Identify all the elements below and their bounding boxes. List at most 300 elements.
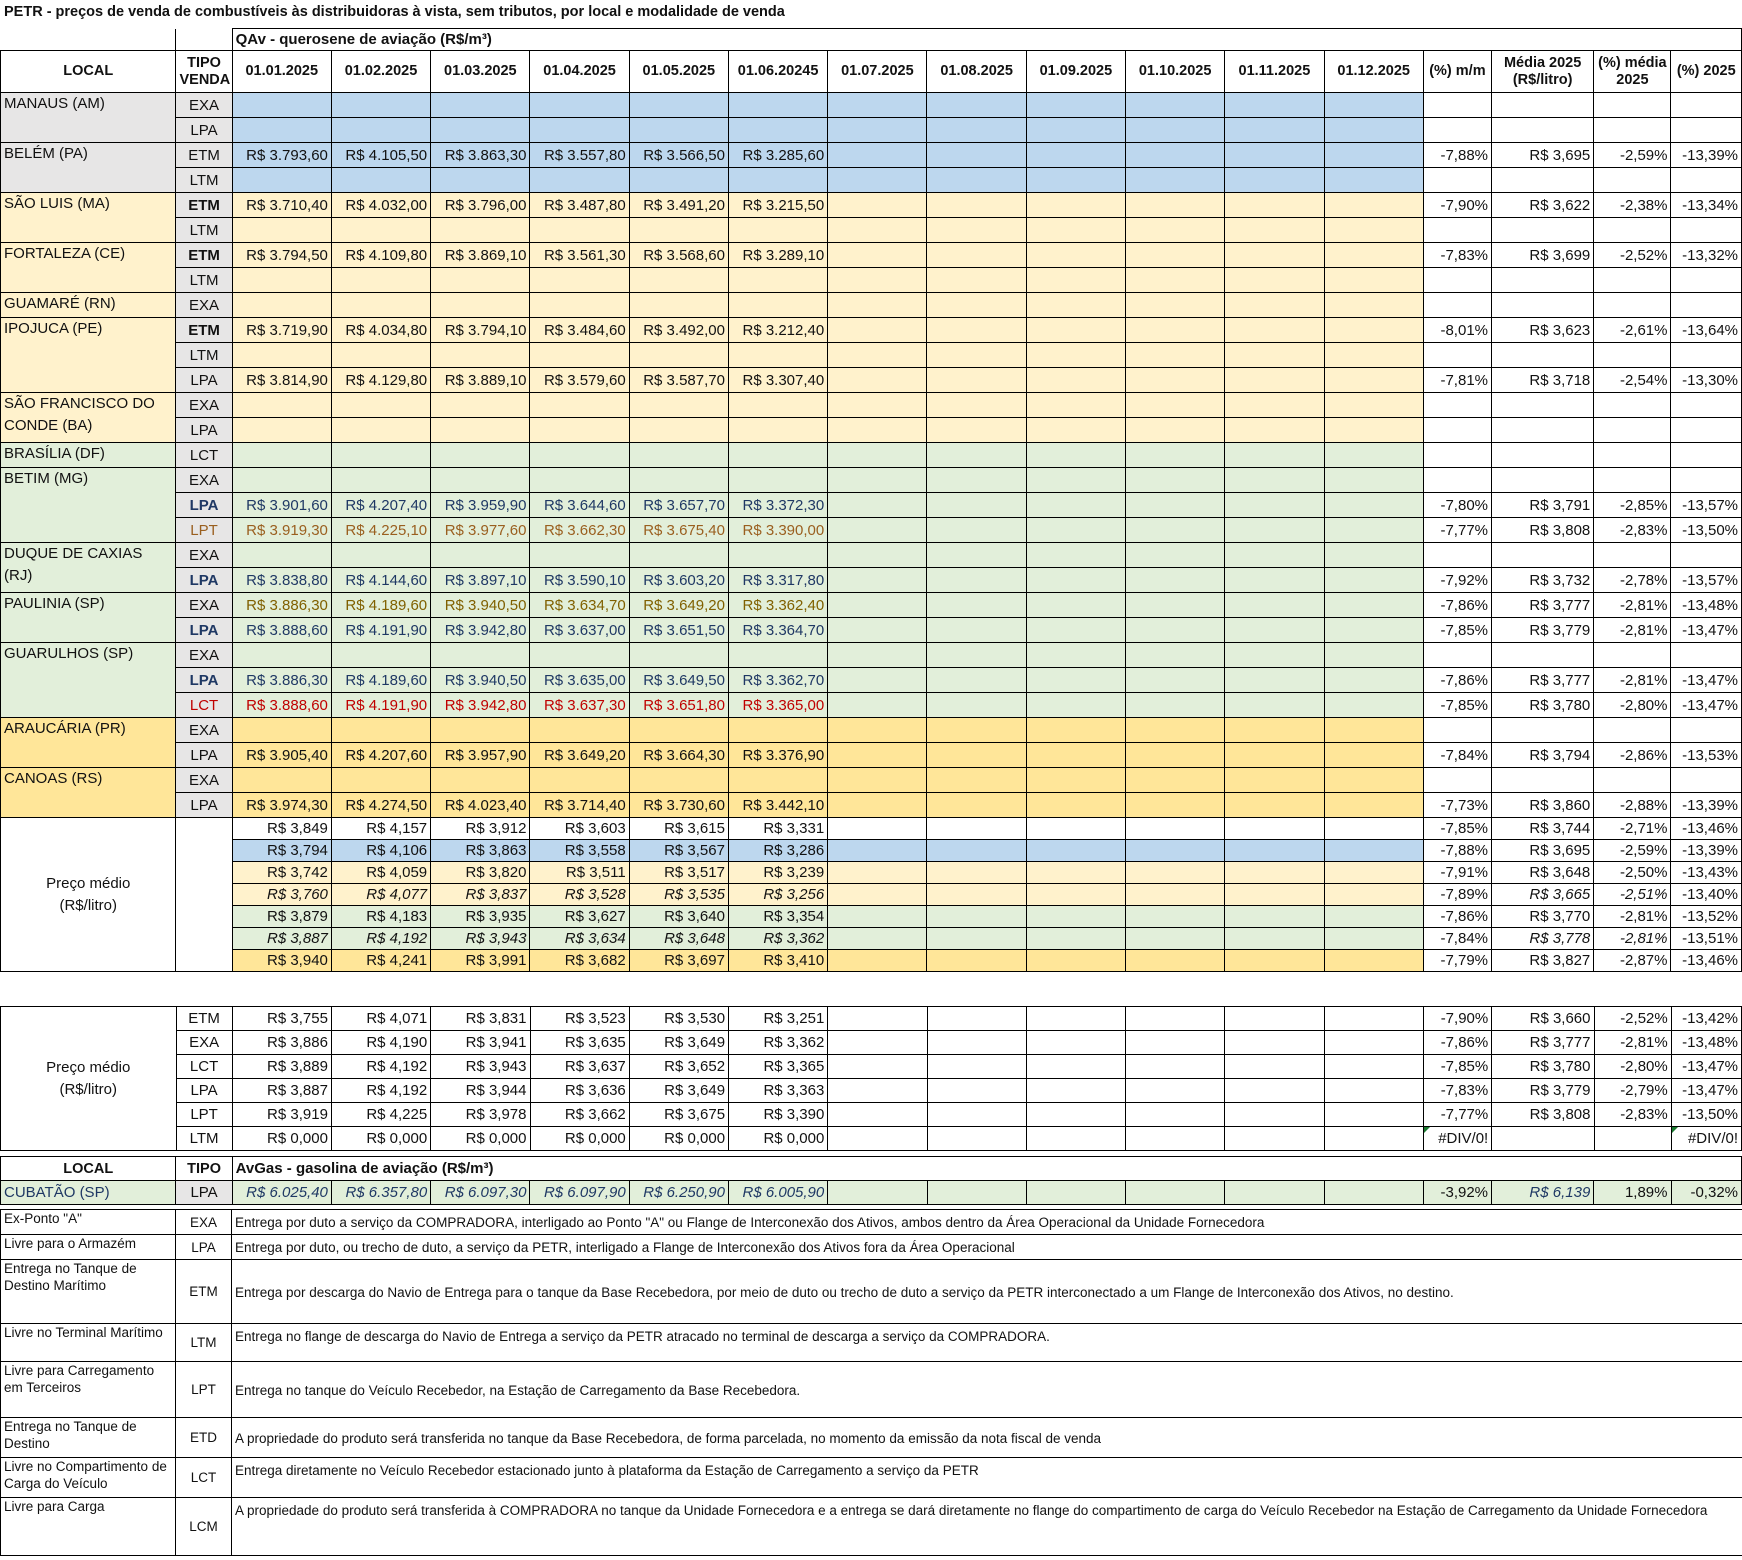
price-cell[interactable]: [1026, 243, 1125, 268]
avg-price-cell[interactable]: R$ 0,000: [629, 1127, 728, 1151]
column-header[interactable]: 01.10.2025: [1126, 51, 1225, 93]
pct-mm-cell[interactable]: -7,85%: [1424, 1055, 1492, 1079]
pct-mm-cell[interactable]: [1423, 768, 1491, 793]
price-cell[interactable]: [530, 643, 629, 668]
avg-2025-cell[interactable]: [1492, 468, 1594, 493]
pct-2025-cell[interactable]: -13,34%: [1671, 193, 1742, 218]
price-cell[interactable]: R$ 3.557,80: [530, 143, 629, 168]
price-cell[interactable]: R$ 3.794,50: [232, 243, 331, 268]
price-cell[interactable]: R$ 3.897,10: [431, 568, 530, 593]
price-cell[interactable]: [1026, 218, 1125, 243]
pct-2025-cell[interactable]: -13,42%: [1671, 1007, 1741, 1031]
pct-avg-cell[interactable]: -2,81%: [1594, 928, 1671, 950]
pct-avg-cell[interactable]: -2,85%: [1594, 493, 1671, 518]
price-cell[interactable]: R$ 3.364,70: [728, 618, 827, 643]
price-cell[interactable]: [1026, 493, 1125, 518]
price-cell[interactable]: R$ 3.662,30: [530, 518, 629, 543]
avg-price-cell[interactable]: R$ 3,652: [629, 1055, 728, 1079]
price-cell[interactable]: [1126, 468, 1225, 493]
price-cell[interactable]: [1026, 518, 1125, 543]
price-cell[interactable]: [1026, 168, 1125, 193]
pct-mm-cell[interactable]: -7,86%: [1423, 668, 1491, 693]
price-cell[interactable]: R$ 3.942,80: [431, 693, 530, 718]
price-cell[interactable]: R$ 3.649,50: [629, 668, 728, 693]
price-cell[interactable]: [1324, 443, 1423, 468]
avg-price-cell[interactable]: [1026, 1055, 1125, 1079]
price-cell[interactable]: [927, 793, 1026, 818]
price-cell[interactable]: [1324, 193, 1423, 218]
avg-2025-cell[interactable]: [1492, 418, 1594, 443]
avg-price-cell[interactable]: [1225, 840, 1324, 862]
local-header[interactable]: LOCAL: [1, 1157, 176, 1181]
avg-price-cell[interactable]: R$ 3,251: [729, 1007, 828, 1031]
pct-2025-cell[interactable]: -0,32%: [1671, 1181, 1742, 1205]
price-cell[interactable]: [927, 193, 1026, 218]
pct-2025-cell[interactable]: -13,40%: [1671, 884, 1742, 906]
price-cell[interactable]: R$ 3.794,10: [431, 318, 530, 343]
avg-price-cell[interactable]: [1026, 840, 1125, 862]
price-cell[interactable]: [1324, 518, 1423, 543]
price-cell[interactable]: [331, 468, 430, 493]
price-cell[interactable]: R$ 3.959,90: [431, 493, 530, 518]
price-cell[interactable]: [828, 418, 927, 443]
price-cell[interactable]: R$ 4.225,10: [331, 518, 430, 543]
price-cell[interactable]: [431, 93, 530, 118]
sale-type-cell[interactable]: LPT: [176, 1103, 232, 1127]
pct-2025-cell[interactable]: -13,30%: [1671, 368, 1742, 393]
avg-price-cell[interactable]: [1225, 884, 1324, 906]
pct-2025-cell[interactable]: -13,46%: [1671, 818, 1742, 840]
avg-price-cell[interactable]: R$ 3,511: [530, 862, 629, 884]
price-cell[interactable]: [728, 118, 827, 143]
price-cell[interactable]: [629, 643, 728, 668]
avg-price-cell[interactable]: [1026, 1007, 1125, 1031]
pct-avg-cell[interactable]: -2,38%: [1594, 193, 1671, 218]
pct-2025-cell[interactable]: [1671, 393, 1742, 418]
pct-avg-cell[interactable]: -2,59%: [1594, 840, 1671, 862]
pct-mm-cell[interactable]: -7,90%: [1424, 1007, 1492, 1031]
avg-price-cell[interactable]: R$ 0,000: [232, 1127, 331, 1151]
avg-price-cell[interactable]: R$ 3,239: [728, 862, 827, 884]
legend-description[interactable]: Entrega por duto a serviço da COMPRADORA, interligado ao Ponto "A" ou Flange de Interconexão dos Ativos, ambos dentro da Área Operacional da Unidade Fornecedora: [232, 1210, 1742, 1235]
pct-2025-cell[interactable]: [1671, 293, 1742, 318]
price-cell[interactable]: R$ 4.032,00: [331, 193, 430, 218]
pct-2025-cell[interactable]: -13,57%: [1671, 568, 1742, 593]
pct-mm-cell[interactable]: [1423, 468, 1491, 493]
pct-avg-cell[interactable]: -2,52%: [1594, 1007, 1671, 1031]
price-cell[interactable]: [530, 468, 629, 493]
price-cell[interactable]: [1026, 768, 1125, 793]
avg-price-cell[interactable]: [1225, 1103, 1324, 1127]
price-cell[interactable]: [728, 418, 827, 443]
avg-price-cell[interactable]: [927, 884, 1026, 906]
price-cell[interactable]: [232, 418, 331, 443]
price-cell[interactable]: [1324, 643, 1423, 668]
avg-price-cell[interactable]: R$ 3,535: [629, 884, 728, 906]
pct-mm-cell[interactable]: -7,88%: [1423, 840, 1491, 862]
price-cell[interactable]: R$ 3.362,70: [728, 668, 827, 693]
pct-avg-cell[interactable]: -2,81%: [1594, 668, 1671, 693]
avg-price-cell[interactable]: [1026, 1079, 1125, 1103]
pct-mm-cell[interactable]: -7,91%: [1423, 862, 1491, 884]
legend-label[interactable]: Livre para o Armazém: [1, 1235, 176, 1260]
price-cell[interactable]: [530, 343, 629, 368]
price-cell[interactable]: [1026, 793, 1125, 818]
sale-type-cell[interactable]: LTM: [176, 218, 232, 243]
location-cell[interactable]: DUQUE DE CAXIAS (RJ): [1, 543, 176, 593]
price-cell[interactable]: [530, 218, 629, 243]
avg-price-cell[interactable]: [1126, 840, 1225, 862]
pct-mm-cell[interactable]: [1423, 643, 1491, 668]
avg-price-cell[interactable]: R$ 3,649: [629, 1079, 728, 1103]
price-cell[interactable]: [1026, 143, 1125, 168]
price-cell[interactable]: [1026, 343, 1125, 368]
avg-2025-cell[interactable]: [1492, 218, 1594, 243]
price-cell[interactable]: [331, 268, 430, 293]
pct-mm-cell[interactable]: [1423, 93, 1491, 118]
column-header[interactable]: 01.07.2025: [828, 51, 927, 93]
sale-type-cell[interactable]: EXA: [176, 1031, 232, 1055]
avg-price-cell[interactable]: R$ 3,410: [728, 950, 827, 972]
avg-2025-cell[interactable]: [1492, 343, 1594, 368]
price-cell[interactable]: [828, 193, 927, 218]
price-cell[interactable]: R$ 3.905,40: [232, 743, 331, 768]
column-header[interactable]: 01.05.2025: [629, 51, 728, 93]
price-cell[interactable]: [927, 293, 1026, 318]
price-cell[interactable]: [1225, 493, 1324, 518]
avg-price-cell[interactable]: R$ 3,849: [232, 818, 331, 840]
location-cell[interactable]: PAULINIA (SP): [1, 593, 176, 643]
price-cell[interactable]: R$ 3.869,10: [431, 243, 530, 268]
price-cell[interactable]: [828, 768, 927, 793]
avg-2025-cell[interactable]: R$ 3,780: [1492, 693, 1594, 718]
avg-price-cell[interactable]: [1324, 840, 1423, 862]
price-cell[interactable]: [1225, 693, 1324, 718]
price-cell[interactable]: R$ 3.814,90: [232, 368, 331, 393]
avg-price-cell[interactable]: [1126, 1079, 1225, 1103]
avg-2025-cell[interactable]: R$ 3,648: [1492, 862, 1594, 884]
avg-price-cell[interactable]: [1126, 818, 1225, 840]
price-cell[interactable]: R$ 3.664,30: [629, 743, 728, 768]
price-cell[interactable]: [629, 768, 728, 793]
avg-price-cell[interactable]: [828, 884, 927, 906]
pct-avg-cell[interactable]: [1594, 118, 1671, 143]
avg-2025-cell[interactable]: R$ 3,860: [1492, 793, 1594, 818]
location-cell[interactable]: GUARULHOS (SP): [1, 643, 176, 718]
price-cell[interactable]: [1225, 218, 1324, 243]
column-header[interactable]: TIPO VENDA: [176, 51, 232, 93]
pct-2025-cell[interactable]: [1671, 343, 1742, 368]
price-cell[interactable]: [1126, 218, 1225, 243]
avg-price-cell[interactable]: R$ 3,662: [530, 1103, 629, 1127]
price-cell[interactable]: [1026, 718, 1125, 743]
price-cell[interactable]: R$ 3.579,60: [530, 368, 629, 393]
sale-type-cell[interactable]: LPA: [176, 493, 232, 518]
legend-description[interactable]: Entrega no flange de descarga do Navio de Entrega a serviço da PETR atracado no terminal de descarga a serviço da COMPRADORA.: [232, 1324, 1742, 1362]
price-cell[interactable]: [1225, 418, 1324, 443]
price-cell[interactable]: [828, 668, 927, 693]
price-cell[interactable]: [927, 118, 1026, 143]
pct-avg-cell[interactable]: [1594, 543, 1671, 568]
pct-mm-cell[interactable]: #DIV/0!: [1424, 1127, 1492, 1151]
legend-label[interactable]: Livre no Compartimento de Carga do Veículo: [1, 1458, 176, 1498]
pct-2025-cell[interactable]: -13,64%: [1671, 318, 1742, 343]
pct-2025-cell[interactable]: -13,46%: [1671, 950, 1742, 972]
avg-2025-cell[interactable]: R$ 3,791: [1492, 493, 1594, 518]
price-cell[interactable]: [1126, 318, 1225, 343]
price-cell[interactable]: [927, 543, 1026, 568]
avg-price-cell[interactable]: R$ 4,059: [331, 862, 430, 884]
pct-mm-cell[interactable]: -7,77%: [1424, 1103, 1492, 1127]
pct-avg-cell[interactable]: [1594, 643, 1671, 668]
price-cell[interactable]: [232, 268, 331, 293]
price-cell[interactable]: [1225, 243, 1324, 268]
avg-price-cell[interactable]: R$ 3,567: [629, 840, 728, 862]
price-cell[interactable]: [828, 543, 927, 568]
price-cell[interactable]: [232, 293, 331, 318]
price-cell[interactable]: [232, 443, 331, 468]
price-cell[interactable]: R$ 3.863,30: [431, 143, 530, 168]
avg-price-cell[interactable]: R$ 3,682: [530, 950, 629, 972]
sale-type-cell[interactable]: LPA: [176, 1079, 232, 1103]
price-cell[interactable]: [1126, 343, 1225, 368]
column-header[interactable]: 01.02.2025: [331, 51, 430, 93]
price-cell[interactable]: [1225, 643, 1324, 668]
pct-2025-cell[interactable]: [1671, 168, 1742, 193]
avg-2025-cell[interactable]: R$ 3,732: [1492, 568, 1594, 593]
price-cell[interactable]: [431, 293, 530, 318]
pct-avg-cell[interactable]: 1,89%: [1594, 1181, 1671, 1205]
sale-type-cell[interactable]: LPA: [176, 118, 232, 143]
price-cell[interactable]: [1126, 93, 1225, 118]
price-cell[interactable]: [232, 343, 331, 368]
price-cell[interactable]: [927, 343, 1026, 368]
avg-price-cell[interactable]: [927, 1007, 1026, 1031]
price-cell[interactable]: [728, 468, 827, 493]
price-cell[interactable]: [828, 443, 927, 468]
pct-avg-cell[interactable]: -2,61%: [1594, 318, 1671, 343]
price-cell[interactable]: [431, 343, 530, 368]
sale-type-cell[interactable]: ETM: [176, 1007, 232, 1031]
avg-price-cell[interactable]: [1324, 818, 1423, 840]
avg-price-cell[interactable]: [1324, 1103, 1423, 1127]
price-cell[interactable]: R$ 3.940,50: [431, 593, 530, 618]
price-cell[interactable]: [1324, 543, 1423, 568]
pct-2025-cell[interactable]: -13,57%: [1671, 493, 1742, 518]
price-cell[interactable]: [828, 318, 927, 343]
price-cell[interactable]: [1026, 693, 1125, 718]
price-cell[interactable]: [1126, 168, 1225, 193]
avg-price-cell[interactable]: [1324, 1079, 1423, 1103]
price-cell[interactable]: [927, 143, 1026, 168]
price-cell[interactable]: R$ 4.207,40: [331, 493, 430, 518]
price-cell[interactable]: [1225, 368, 1324, 393]
price-cell[interactable]: R$ 3.289,10: [728, 243, 827, 268]
price-cell[interactable]: [1324, 93, 1423, 118]
avg-2025-cell[interactable]: R$ 3,808: [1492, 1103, 1594, 1127]
avg-2025-cell[interactable]: [1492, 543, 1594, 568]
avg-price-cell[interactable]: R$ 3,362: [729, 1031, 828, 1055]
price-cell[interactable]: [530, 293, 629, 318]
pct-avg-cell[interactable]: -2,81%: [1594, 618, 1671, 643]
avg-price-cell[interactable]: R$ 3,354: [728, 906, 827, 928]
avg-price-cell[interactable]: R$ 3,637: [530, 1055, 629, 1079]
price-cell[interactable]: [828, 643, 927, 668]
price-cell[interactable]: R$ 3.484,60: [530, 318, 629, 343]
blank-corner-2[interactable]: [176, 29, 232, 51]
price-cell[interactable]: [629, 168, 728, 193]
price-cell[interactable]: [1126, 243, 1225, 268]
price-cell[interactable]: R$ 3.644,60: [530, 493, 629, 518]
price-cell[interactable]: [232, 93, 331, 118]
price-cell[interactable]: [331, 118, 430, 143]
price-cell[interactable]: [331, 393, 430, 418]
price-cell[interactable]: R$ 4.274,50: [331, 793, 430, 818]
avg-price-cell[interactable]: [927, 1127, 1026, 1151]
column-header[interactable]: 01.06.20245: [728, 51, 827, 93]
avg-price-cell[interactable]: [927, 840, 1026, 862]
price-cell[interactable]: [1126, 693, 1225, 718]
price-cell[interactable]: [1126, 368, 1225, 393]
avg-price-cell[interactable]: [1324, 884, 1423, 906]
price-cell[interactable]: [1026, 593, 1125, 618]
pct-2025-cell[interactable]: -13,39%: [1671, 793, 1742, 818]
avg-price-cell[interactable]: [828, 950, 927, 972]
pct-mm-cell[interactable]: -7,73%: [1423, 793, 1491, 818]
price-cell[interactable]: [728, 393, 827, 418]
price-cell[interactable]: R$ 3.285,60: [728, 143, 827, 168]
column-header[interactable]: 01.08.2025: [927, 51, 1026, 93]
price-cell[interactable]: [728, 543, 827, 568]
avg-price-cell[interactable]: [1324, 1127, 1423, 1151]
avg-price-cell[interactable]: [828, 1079, 927, 1103]
sale-type-cell[interactable]: LTM: [176, 268, 232, 293]
column-header[interactable]: (%) m/m: [1423, 51, 1491, 93]
legend-code[interactable]: LCM: [176, 1498, 232, 1556]
avg-price-cell[interactable]: R$ 3,627: [530, 906, 629, 928]
price-cell[interactable]: R$ 3.710,40: [232, 193, 331, 218]
pct-avg-cell[interactable]: [1594, 343, 1671, 368]
avg-price-cell[interactable]: [828, 840, 927, 862]
avg-price-cell[interactable]: R$ 4,183: [331, 906, 430, 928]
avg-price-cell[interactable]: R$ 3,558: [530, 840, 629, 862]
price-cell[interactable]: [1225, 718, 1324, 743]
pct-avg-cell[interactable]: [1594, 418, 1671, 443]
price-cell[interactable]: [728, 768, 827, 793]
price-cell[interactable]: R$ 6.097,90: [530, 1181, 629, 1205]
avg-price-cell[interactable]: R$ 4,192: [331, 928, 430, 950]
price-cell[interactable]: [1026, 318, 1125, 343]
pct-mm-cell[interactable]: -7,90%: [1423, 193, 1491, 218]
price-cell[interactable]: [1324, 368, 1423, 393]
price-cell[interactable]: [927, 368, 1026, 393]
price-cell[interactable]: [530, 443, 629, 468]
price-cell[interactable]: [1126, 268, 1225, 293]
price-cell[interactable]: R$ 3.838,80: [232, 568, 331, 593]
price-cell[interactable]: [828, 368, 927, 393]
price-cell[interactable]: [828, 793, 927, 818]
pct-avg-cell[interactable]: -2,54%: [1594, 368, 1671, 393]
pct-2025-cell[interactable]: -13,32%: [1671, 243, 1742, 268]
sale-type-cell[interactable]: LCT: [176, 693, 232, 718]
pct-2025-cell[interactable]: -13,50%: [1671, 1103, 1741, 1127]
price-cell[interactable]: [927, 668, 1026, 693]
price-cell[interactable]: R$ 3.651,50: [629, 618, 728, 643]
avg-2025-cell[interactable]: R$ 3,808: [1492, 518, 1594, 543]
price-cell[interactable]: [1026, 643, 1125, 668]
price-cell[interactable]: [1126, 568, 1225, 593]
price-cell[interactable]: [1225, 118, 1324, 143]
price-cell[interactable]: R$ 4.109,80: [331, 243, 430, 268]
avg-price-cell[interactable]: [1126, 928, 1225, 950]
column-header[interactable]: 01.04.2025: [530, 51, 629, 93]
price-cell[interactable]: [1026, 93, 1125, 118]
price-cell[interactable]: R$ 4.144,60: [331, 568, 430, 593]
price-cell[interactable]: [431, 268, 530, 293]
price-cell[interactable]: [828, 143, 927, 168]
price-cell[interactable]: [1026, 293, 1125, 318]
sale-type-cell[interactable]: EXA: [176, 393, 232, 418]
price-cell[interactable]: R$ 3.561,30: [530, 243, 629, 268]
pct-2025-cell[interactable]: [1671, 543, 1742, 568]
price-cell[interactable]: [629, 293, 728, 318]
price-cell[interactable]: R$ 4.023,40: [431, 793, 530, 818]
avg-price-cell[interactable]: [1026, 862, 1125, 884]
avg-price-cell[interactable]: [1225, 1007, 1324, 1031]
sale-type-cell[interactable]: ETM: [176, 193, 232, 218]
avg-2025-cell[interactable]: R$ 3,779: [1492, 1079, 1594, 1103]
price-cell[interactable]: R$ 4.189,60: [331, 668, 430, 693]
avg-price-cell[interactable]: R$ 3,820: [431, 862, 530, 884]
pct-2025-cell[interactable]: -13,47%: [1671, 1055, 1741, 1079]
pct-avg-cell[interactable]: [1594, 218, 1671, 243]
avg-price-cell[interactable]: R$ 3,640: [629, 906, 728, 928]
avg-2025-cell[interactable]: [1492, 118, 1594, 143]
pct-avg-cell[interactable]: -2,83%: [1594, 1103, 1671, 1127]
price-cell[interactable]: [828, 718, 927, 743]
price-cell[interactable]: R$ 3.714,40: [530, 793, 629, 818]
price-cell[interactable]: R$ 3.649,20: [530, 743, 629, 768]
pct-2025-cell[interactable]: [1671, 468, 1742, 493]
price-cell[interactable]: R$ 3.796,00: [431, 193, 530, 218]
location-cell[interactable]: BETIM (MG): [1, 468, 176, 543]
pct-avg-cell[interactable]: -2,50%: [1594, 862, 1671, 884]
pct-mm-cell[interactable]: [1423, 718, 1491, 743]
avg-price-cell[interactable]: [927, 1079, 1026, 1103]
avg-2025-cell[interactable]: R$ 3,827: [1492, 950, 1594, 972]
price-cell[interactable]: [828, 743, 927, 768]
price-cell[interactable]: [1225, 193, 1324, 218]
avg-price-cell[interactable]: [1225, 950, 1324, 972]
price-cell[interactable]: R$ 3.977,60: [431, 518, 530, 543]
pct-avg-cell[interactable]: -2,59%: [1594, 143, 1671, 168]
price-cell[interactable]: [927, 1181, 1026, 1205]
price-cell[interactable]: [728, 443, 827, 468]
price-cell[interactable]: [331, 718, 430, 743]
legend-code[interactable]: LPT: [176, 1362, 232, 1418]
price-cell[interactable]: [530, 543, 629, 568]
avg-price-cell[interactable]: [1225, 862, 1324, 884]
price-cell[interactable]: [331, 443, 430, 468]
price-cell[interactable]: [1126, 193, 1225, 218]
avg-price-cell[interactable]: [828, 1055, 927, 1079]
legend-label[interactable]: Livre para Carga: [1, 1498, 176, 1556]
avg-price-cell[interactable]: [1026, 1103, 1125, 1127]
avg-2025-cell[interactable]: R$ 3,622: [1492, 193, 1594, 218]
price-cell[interactable]: [1324, 493, 1423, 518]
price-cell[interactable]: [1225, 143, 1324, 168]
avg-2025-cell[interactable]: [1492, 93, 1594, 118]
